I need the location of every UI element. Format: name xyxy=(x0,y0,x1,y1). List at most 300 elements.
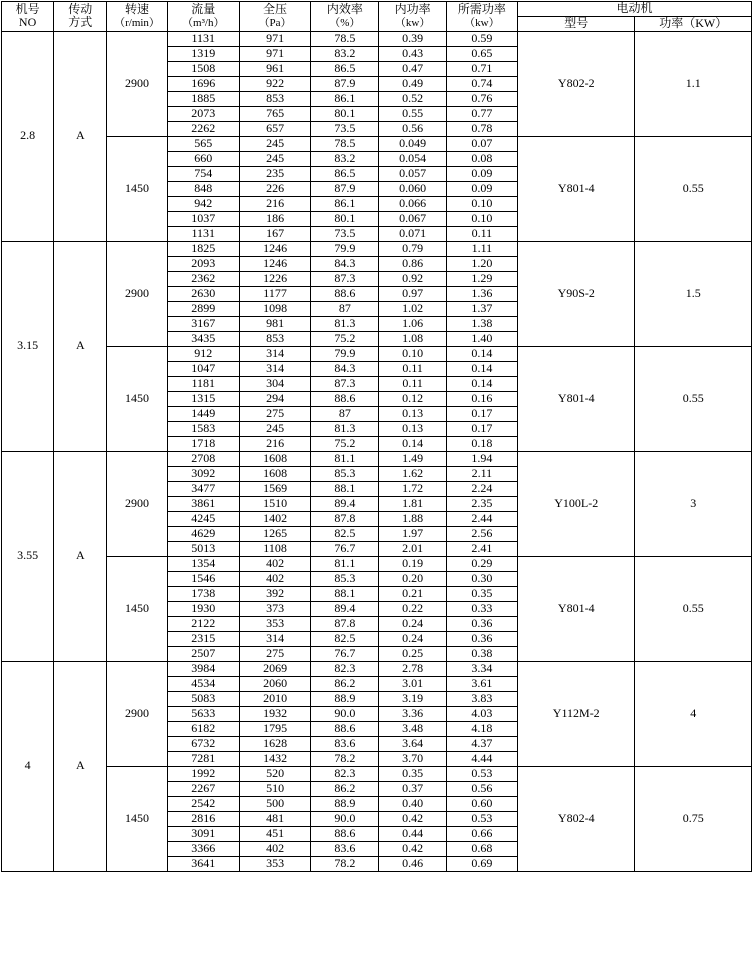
header-flow: 流量 （m³/h） xyxy=(167,2,239,32)
cell-flow: 6182 xyxy=(167,721,239,736)
cell-required-power: 2.56 xyxy=(446,526,517,541)
cell-required-power: 0.38 xyxy=(446,646,517,661)
cell-efficiency: 87.8 xyxy=(311,616,379,631)
cell-pressure: 1569 xyxy=(239,481,310,496)
cell-required-power: 2.11 xyxy=(446,466,517,481)
cell-pressure: 500 xyxy=(239,796,310,811)
cell-pressure: 245 xyxy=(239,151,310,166)
cell-required-power: 0.53 xyxy=(446,811,517,826)
cell-rpm: 1450 xyxy=(107,136,167,241)
cell-rpm: 2900 xyxy=(107,451,167,556)
cell-pressure: 1177 xyxy=(239,286,310,301)
cell-required-power: 0.69 xyxy=(446,856,517,871)
cell-efficiency: 73.5 xyxy=(311,226,379,241)
cell-required-power: 1.40 xyxy=(446,331,517,346)
cell-rpm: 1450 xyxy=(107,766,167,871)
cell-efficiency: 90.0 xyxy=(311,811,379,826)
cell-motor-kw: 1.1 xyxy=(635,31,752,136)
cell-required-power: 0.14 xyxy=(446,346,517,361)
cell-efficiency: 87.3 xyxy=(311,376,379,391)
cell-required-power: 0.78 xyxy=(446,121,517,136)
cell-flow: 754 xyxy=(167,166,239,181)
cell-pressure: 2069 xyxy=(239,661,310,676)
cell-motor-kw: 0.55 xyxy=(635,346,752,451)
spec-sheet xyxy=(0,1,753,969)
cell-motor-model: Y801-4 xyxy=(518,346,635,451)
cell-pressure: 922 xyxy=(239,76,310,91)
cell-flow: 848 xyxy=(167,181,239,196)
cell-pressure: 314 xyxy=(239,631,310,646)
cell-flow: 2122 xyxy=(167,616,239,631)
cell-pressure: 226 xyxy=(239,181,310,196)
cell-flow: 1825 xyxy=(167,241,239,256)
cell-flow: 1131 xyxy=(167,226,239,241)
cell-flow: 1354 xyxy=(167,556,239,571)
cell-pressure: 294 xyxy=(239,391,310,406)
cell-required-power: 4.37 xyxy=(446,736,517,751)
cell-power: 0.86 xyxy=(379,256,446,271)
cell-flow: 3435 xyxy=(167,331,239,346)
cell-required-power: 0.10 xyxy=(446,211,517,226)
cell-flow: 1449 xyxy=(167,406,239,421)
cell-pressure: 304 xyxy=(239,376,310,391)
cell-efficiency: 86.5 xyxy=(311,61,379,76)
cell-efficiency: 89.4 xyxy=(311,601,379,616)
cell-required-power: 0.33 xyxy=(446,601,517,616)
cell-power: 1.06 xyxy=(379,316,446,331)
cell-pressure: 961 xyxy=(239,61,310,76)
cell-efficiency: 81.1 xyxy=(311,451,379,466)
cell-pressure: 765 xyxy=(239,106,310,121)
header-motor-kw: 功率（KW） xyxy=(635,16,752,31)
cell-required-power: 1.37 xyxy=(446,301,517,316)
cell-efficiency: 83.6 xyxy=(311,841,379,856)
cell-pressure: 2010 xyxy=(239,691,310,706)
cell-power: 3.36 xyxy=(379,706,446,721)
cell-flow: 1738 xyxy=(167,586,239,601)
cell-required-power: 0.35 xyxy=(446,586,517,601)
fan-specification-table xyxy=(1,1,752,872)
cell-power: 0.11 xyxy=(379,376,446,391)
cell-efficiency: 86.5 xyxy=(311,166,379,181)
cell-flow: 1583 xyxy=(167,421,239,436)
cell-motor-model: Y801-4 xyxy=(518,556,635,661)
cell-required-power: 0.60 xyxy=(446,796,517,811)
cell-flow: 2507 xyxy=(167,646,239,661)
cell-rpm: 2900 xyxy=(107,241,167,346)
cell-flow: 4534 xyxy=(167,676,239,691)
cell-required-power: 0.77 xyxy=(446,106,517,121)
cell-power: 3.01 xyxy=(379,676,446,691)
header-required-power: 所需功率 （kw） xyxy=(446,2,517,32)
cell-efficiency: 78.5 xyxy=(311,31,379,46)
cell-pressure: 981 xyxy=(239,316,310,331)
table-row xyxy=(2,661,752,676)
cell-power: 0.054 xyxy=(379,151,446,166)
cell-efficiency: 84.3 xyxy=(311,256,379,271)
cell-power: 3.70 xyxy=(379,751,446,766)
cell-power: 0.47 xyxy=(379,61,446,76)
cell-efficiency: 82.5 xyxy=(311,526,379,541)
cell-flow: 1131 xyxy=(167,31,239,46)
cell-efficiency: 88.9 xyxy=(311,691,379,706)
cell-efficiency: 79.9 xyxy=(311,241,379,256)
cell-flow: 1319 xyxy=(167,46,239,61)
cell-power: 0.56 xyxy=(379,121,446,136)
cell-power: 0.92 xyxy=(379,271,446,286)
cell-power: 1.88 xyxy=(379,511,446,526)
cell-pressure: 1246 xyxy=(239,241,310,256)
cell-efficiency: 86.1 xyxy=(311,91,379,106)
cell-flow: 1315 xyxy=(167,391,239,406)
cell-power: 1.97 xyxy=(379,526,446,541)
cell-efficiency: 87.3 xyxy=(311,271,379,286)
cell-power: 1.72 xyxy=(379,481,446,496)
cell-efficiency: 83.6 xyxy=(311,736,379,751)
cell-required-power: 3.34 xyxy=(446,661,517,676)
cell-required-power: 0.09 xyxy=(446,166,517,181)
cell-motor-kw: 0.55 xyxy=(635,136,752,241)
cell-pressure: 216 xyxy=(239,436,310,451)
cell-flow: 3092 xyxy=(167,466,239,481)
cell-flow: 1992 xyxy=(167,766,239,781)
cell-efficiency: 83.2 xyxy=(311,151,379,166)
cell-flow: 2315 xyxy=(167,631,239,646)
table-row xyxy=(2,766,752,781)
cell-required-power: 0.53 xyxy=(446,766,517,781)
cell-power: 1.49 xyxy=(379,451,446,466)
cell-efficiency: 89.4 xyxy=(311,496,379,511)
cell-flow: 3861 xyxy=(167,496,239,511)
cell-fan-no: 3.55 xyxy=(2,451,54,661)
cell-pressure: 235 xyxy=(239,166,310,181)
cell-efficiency: 83.2 xyxy=(311,46,379,61)
cell-power: 0.071 xyxy=(379,226,446,241)
cell-drive-type: A xyxy=(54,661,107,871)
cell-efficiency: 80.1 xyxy=(311,106,379,121)
cell-power: 0.42 xyxy=(379,841,446,856)
cell-pressure: 402 xyxy=(239,571,310,586)
cell-power: 2.78 xyxy=(379,661,446,676)
cell-pressure: 353 xyxy=(239,616,310,631)
cell-pressure: 314 xyxy=(239,361,310,376)
cell-required-power: 0.09 xyxy=(446,181,517,196)
cell-flow: 3641 xyxy=(167,856,239,871)
cell-pressure: 167 xyxy=(239,226,310,241)
header-pressure: 全压 （Pa） xyxy=(239,2,310,32)
cell-flow: 5083 xyxy=(167,691,239,706)
cell-pressure: 1226 xyxy=(239,271,310,286)
cell-required-power: 1.38 xyxy=(446,316,517,331)
cell-pressure: 216 xyxy=(239,196,310,211)
cell-efficiency: 73.5 xyxy=(311,121,379,136)
cell-power: 0.97 xyxy=(379,286,446,301)
cell-power: 0.35 xyxy=(379,766,446,781)
cell-efficiency: 82.5 xyxy=(311,631,379,646)
cell-flow: 912 xyxy=(167,346,239,361)
cell-required-power: 1.29 xyxy=(446,271,517,286)
cell-rpm: 2900 xyxy=(107,31,167,136)
cell-efficiency: 88.1 xyxy=(311,481,379,496)
cell-pressure: 1628 xyxy=(239,736,310,751)
header-no: 机号 NO xyxy=(2,2,54,32)
cell-efficiency: 88.6 xyxy=(311,286,379,301)
cell-efficiency: 86.1 xyxy=(311,196,379,211)
cell-required-power: 2.41 xyxy=(446,541,517,556)
cell-power: 0.066 xyxy=(379,196,446,211)
header-drive: 传动 方式 xyxy=(54,2,107,32)
cell-pressure: 1608 xyxy=(239,451,310,466)
cell-pressure: 2060 xyxy=(239,676,310,691)
cell-pressure: 971 xyxy=(239,31,310,46)
cell-flow: 3984 xyxy=(167,661,239,676)
header-motor-model: 型号 xyxy=(518,16,635,31)
cell-flow: 5013 xyxy=(167,541,239,556)
cell-pressure: 392 xyxy=(239,586,310,601)
cell-flow: 2816 xyxy=(167,811,239,826)
cell-flow: 3167 xyxy=(167,316,239,331)
cell-motor-kw: 4 xyxy=(635,661,752,766)
cell-pressure: 1402 xyxy=(239,511,310,526)
cell-flow: 2542 xyxy=(167,796,239,811)
cell-power: 0.49 xyxy=(379,76,446,91)
cell-flow: 1037 xyxy=(167,211,239,226)
cell-power: 0.40 xyxy=(379,796,446,811)
cell-efficiency: 81.1 xyxy=(311,556,379,571)
cell-efficiency: 85.3 xyxy=(311,571,379,586)
table-body xyxy=(2,31,752,871)
cell-drive-type: A xyxy=(54,31,107,241)
cell-efficiency: 90.0 xyxy=(311,706,379,721)
cell-motor-kw: 1.5 xyxy=(635,241,752,346)
cell-pressure: 451 xyxy=(239,826,310,841)
cell-flow: 2362 xyxy=(167,271,239,286)
cell-pressure: 245 xyxy=(239,421,310,436)
cell-efficiency: 78.2 xyxy=(311,751,379,766)
cell-pressure: 1932 xyxy=(239,706,310,721)
cell-power: 0.24 xyxy=(379,616,446,631)
cell-fan-no: 2.8 xyxy=(2,31,54,241)
cell-power: 0.37 xyxy=(379,781,446,796)
cell-power: 0.44 xyxy=(379,826,446,841)
cell-efficiency: 86.2 xyxy=(311,676,379,691)
cell-pressure: 1432 xyxy=(239,751,310,766)
cell-required-power: 3.83 xyxy=(446,691,517,706)
cell-efficiency: 76.7 xyxy=(311,646,379,661)
cell-required-power: 0.74 xyxy=(446,76,517,91)
cell-power: 3.48 xyxy=(379,721,446,736)
cell-flow: 660 xyxy=(167,151,239,166)
cell-required-power: 4.44 xyxy=(446,751,517,766)
cell-efficiency: 82.3 xyxy=(311,766,379,781)
cell-flow: 4245 xyxy=(167,511,239,526)
cell-motor-model: Y112M-2 xyxy=(518,661,635,766)
cell-power: 0.52 xyxy=(379,91,446,106)
cell-efficiency: 86.2 xyxy=(311,781,379,796)
cell-efficiency: 85.3 xyxy=(311,466,379,481)
cell-pressure: 1098 xyxy=(239,301,310,316)
header-motor: 电动机 xyxy=(518,2,752,17)
cell-pressure: 657 xyxy=(239,121,310,136)
cell-required-power: 0.29 xyxy=(446,556,517,571)
cell-motor-model: Y801-4 xyxy=(518,136,635,241)
cell-flow: 3091 xyxy=(167,826,239,841)
cell-required-power: 0.17 xyxy=(446,406,517,421)
cell-motor-kw: 3 xyxy=(635,451,752,556)
cell-required-power: 0.68 xyxy=(446,841,517,856)
cell-required-power: 1.36 xyxy=(446,286,517,301)
cell-flow: 2093 xyxy=(167,256,239,271)
cell-flow: 2073 xyxy=(167,106,239,121)
cell-flow: 1718 xyxy=(167,436,239,451)
cell-required-power: 3.61 xyxy=(446,676,517,691)
cell-pressure: 481 xyxy=(239,811,310,826)
cell-power: 0.060 xyxy=(379,181,446,196)
cell-power: 0.14 xyxy=(379,436,446,451)
cell-required-power: 0.71 xyxy=(446,61,517,76)
cell-efficiency: 75.2 xyxy=(311,331,379,346)
cell-power: 1.81 xyxy=(379,496,446,511)
cell-fan-no: 4 xyxy=(2,661,54,871)
cell-pressure: 245 xyxy=(239,136,310,151)
table-row xyxy=(2,136,752,151)
cell-efficiency: 78.5 xyxy=(311,136,379,151)
cell-pressure: 510 xyxy=(239,781,310,796)
cell-pressure: 186 xyxy=(239,211,310,226)
cell-power: 0.13 xyxy=(379,406,446,421)
cell-pressure: 853 xyxy=(239,331,310,346)
cell-power: 0.20 xyxy=(379,571,446,586)
cell-required-power: 0.66 xyxy=(446,826,517,841)
cell-flow: 7281 xyxy=(167,751,239,766)
table-row xyxy=(2,556,752,571)
cell-power: 0.79 xyxy=(379,241,446,256)
cell-flow: 942 xyxy=(167,196,239,211)
cell-flow: 3477 xyxy=(167,481,239,496)
cell-required-power: 0.18 xyxy=(446,436,517,451)
cell-pressure: 1608 xyxy=(239,466,310,481)
cell-required-power: 0.17 xyxy=(446,421,517,436)
cell-motor-kw: 0.75 xyxy=(635,766,752,871)
cell-efficiency: 88.9 xyxy=(311,796,379,811)
cell-pressure: 373 xyxy=(239,601,310,616)
cell-power: 0.11 xyxy=(379,361,446,376)
cell-power: 2.01 xyxy=(379,541,446,556)
cell-rpm: 1450 xyxy=(107,346,167,451)
cell-required-power: 0.14 xyxy=(446,361,517,376)
cell-required-power: 1.20 xyxy=(446,256,517,271)
table-row xyxy=(2,451,752,466)
cell-power: 1.62 xyxy=(379,466,446,481)
cell-required-power: 0.30 xyxy=(446,571,517,586)
cell-power: 3.19 xyxy=(379,691,446,706)
cell-flow: 2630 xyxy=(167,286,239,301)
cell-power: 0.21 xyxy=(379,586,446,601)
cell-pressure: 1246 xyxy=(239,256,310,271)
cell-power: 0.057 xyxy=(379,166,446,181)
cell-pressure: 853 xyxy=(239,91,310,106)
header-power: 内功率 （kw） xyxy=(379,2,446,32)
cell-pressure: 314 xyxy=(239,346,310,361)
cell-required-power: 0.07 xyxy=(446,136,517,151)
cell-required-power: 0.08 xyxy=(446,151,517,166)
cell-efficiency: 79.9 xyxy=(311,346,379,361)
cell-pressure: 971 xyxy=(239,46,310,61)
cell-power: 0.46 xyxy=(379,856,446,871)
cell-efficiency: 87.9 xyxy=(311,181,379,196)
cell-flow: 1930 xyxy=(167,601,239,616)
cell-power: 1.02 xyxy=(379,301,446,316)
cell-rpm: 2900 xyxy=(107,661,167,766)
cell-required-power: 0.59 xyxy=(446,31,517,46)
cell-flow: 3366 xyxy=(167,841,239,856)
cell-flow: 6732 xyxy=(167,736,239,751)
cell-motor-model: Y802-2 xyxy=(518,31,635,136)
header-rpm: 转速 （r/min） xyxy=(107,2,167,32)
cell-power: 0.25 xyxy=(379,646,446,661)
cell-pressure: 1795 xyxy=(239,721,310,736)
table-row xyxy=(2,346,752,361)
cell-flow: 565 xyxy=(167,136,239,151)
cell-efficiency: 88.6 xyxy=(311,391,379,406)
cell-power: 0.39 xyxy=(379,31,446,46)
cell-flow: 1696 xyxy=(167,76,239,91)
table-row xyxy=(2,31,752,46)
cell-efficiency: 87.8 xyxy=(311,511,379,526)
cell-power: 0.24 xyxy=(379,631,446,646)
cell-required-power: 0.10 xyxy=(446,196,517,211)
cell-required-power: 0.76 xyxy=(446,91,517,106)
cell-required-power: 0.65 xyxy=(446,46,517,61)
cell-efficiency: 75.2 xyxy=(311,436,379,451)
cell-efficiency: 88.1 xyxy=(311,586,379,601)
cell-efficiency: 84.3 xyxy=(311,361,379,376)
cell-required-power: 0.56 xyxy=(446,781,517,796)
cell-flow: 1546 xyxy=(167,571,239,586)
cell-required-power: 4.03 xyxy=(446,706,517,721)
cell-flow: 2267 xyxy=(167,781,239,796)
cell-required-power: 1.11 xyxy=(446,241,517,256)
cell-required-power: 0.36 xyxy=(446,631,517,646)
cell-flow: 1181 xyxy=(167,376,239,391)
cell-required-power: 2.35 xyxy=(446,496,517,511)
cell-pressure: 353 xyxy=(239,856,310,871)
cell-rpm: 1450 xyxy=(107,556,167,661)
cell-efficiency: 87 xyxy=(311,406,379,421)
cell-pressure: 402 xyxy=(239,841,310,856)
cell-power: 0.13 xyxy=(379,421,446,436)
cell-efficiency: 87.9 xyxy=(311,76,379,91)
cell-efficiency: 78.2 xyxy=(311,856,379,871)
cell-flow: 1047 xyxy=(167,361,239,376)
cell-pressure: 402 xyxy=(239,556,310,571)
cell-efficiency: 76.7 xyxy=(311,541,379,556)
cell-pressure: 275 xyxy=(239,646,310,661)
cell-pressure: 1265 xyxy=(239,526,310,541)
cell-power: 0.12 xyxy=(379,391,446,406)
cell-pressure: 1108 xyxy=(239,541,310,556)
cell-required-power: 2.44 xyxy=(446,511,517,526)
header-efficiency: 内效率 （%） xyxy=(311,2,379,32)
cell-required-power: 4.18 xyxy=(446,721,517,736)
cell-flow: 1508 xyxy=(167,61,239,76)
cell-efficiency: 82.3 xyxy=(311,661,379,676)
cell-efficiency: 81.3 xyxy=(311,316,379,331)
cell-flow: 1885 xyxy=(167,91,239,106)
cell-required-power: 0.14 xyxy=(446,376,517,391)
cell-power: 1.08 xyxy=(379,331,446,346)
cell-required-power: 2.24 xyxy=(446,481,517,496)
